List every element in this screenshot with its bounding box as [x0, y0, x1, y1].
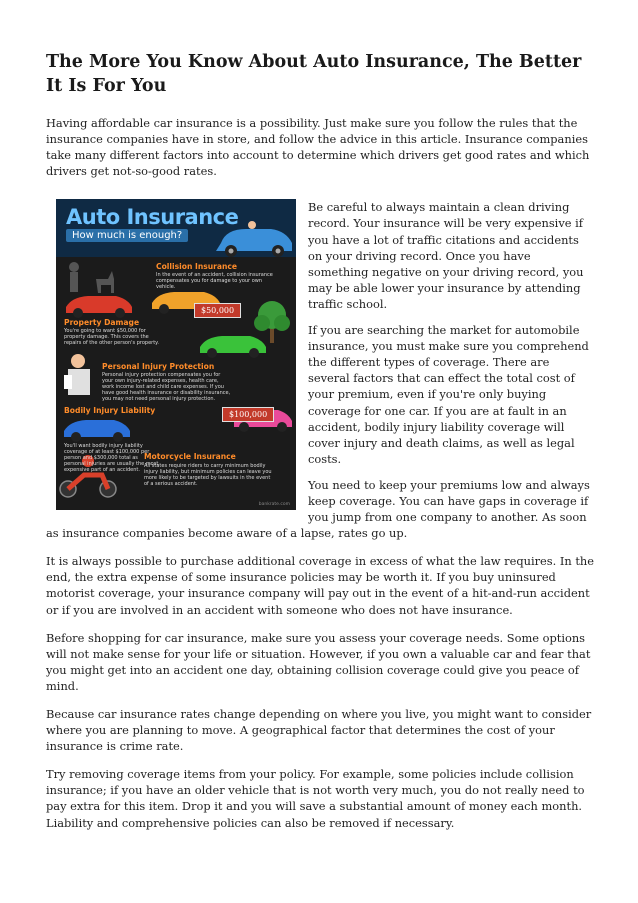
- personal-injury-text: Personal injury protection compensates you for your own injury-related expenses, health care, work income lost and child care expenses. If you have good health insurance or disability insurance, you may not need personal injury protection.: [102, 372, 231, 403]
- amount-100k-badge: $100,000: [222, 407, 274, 422]
- body-paragraph: If you are searching the market for automobile insurance, you must make sure you comprehend the different types of coverage. There are several factors that can effect the total cost of your premium, even if you're only buying coverage for one car. If you are at fault in an accident, bodily injury liability coverage will cover injury and death claims, as well as legal costs.: [308, 323, 589, 466]
- page-title: The More You Know About Auto Insurance, The Better It Is For You: [46, 52, 582, 96]
- intro-paragraph: Having affordable car insurance is a possibility. Just make sure you follow the rules that the insurance companies have in store, and follow the advice in this article. Insurance companies take many different factors into account to determine which drivers get good rates and which drivers get not-so-good rates.: [46, 116, 590, 179]
- infographic-credit: bankrate.com: [258, 502, 290, 508]
- collision-text: In the event of an accident, collision insurance compensates you for damage to your own vehicle.: [156, 272, 273, 291]
- property-damage-text: You're going to want $50,000 for property damage. This covers the repairs of the other person's property.: [64, 328, 159, 347]
- body-paragraph: Because car insurance rates change depending on where you live, you might want to consider where you are planning to move. A geographical factor that determines the cost of your insurance is crime rate.: [46, 707, 592, 754]
- motorcycle-heading: Motorcycle Insurance: [144, 452, 236, 462]
- infographic-title: Auto Insurance: [66, 205, 239, 230]
- property-damage-heading: Property Damage: [64, 318, 140, 328]
- body-paragraph: It is always possible to purchase additional coverage in excess of what the law requires. In the end, the extra expense of some insurance policies may be worth it. If you buy uninsured motorist coverage, your insurance company will pay out in the event of a hit-and-run accident or if you are involved in an accident with someone who does not have insurance.: [46, 554, 594, 617]
- body-paragraph: Before shopping for car insurance, make sure you assess your coverage needs. Some options will not make sense for your life or situation. However, if you own a valuable car and fear that you might get into an accident one day, obtaining collision coverage could give you peace of mind.: [46, 630, 591, 693]
- infographic-subtitle: How much is enough?: [66, 229, 188, 242]
- motorcycle-text: All states require riders to carry minimum bodily injury liability, but minimum policies can leave you more likely to be targeted by lawsuits in the event of a serious accident.: [144, 463, 272, 488]
- amount-50k-badge: $50,000: [194, 303, 241, 318]
- body-paragraph: Be careful to always maintain a clean driving record. Your insurance will be very expensive if you have a lot of traffic citations and accidents on your driving record. Once you have something negative on your driving record, you may be able lower your insurance by attending traffic school.: [308, 200, 584, 311]
- bodily-injury-heading: Bodily Injury Liability: [64, 406, 156, 416]
- bodily-injury-text: You'll want bodily injury liability coverage of at least $100,000 per person and $300,000 total as personal injuries are usually the most expensive part of an accident.: [64, 443, 159, 474]
- collision-heading: Collision Insurance: [156, 262, 238, 272]
- body-paragraph: You need to keep your premiums low and always keep coverage. You can have gaps in coverage if you jump from one company to another. As soon as insurance companies become aware of a lapse, rates go up.: [46, 477, 590, 541]
- body-paragraph: Try removing coverage items from your policy. For example, some policies include collision insurance; if you have an older vehicle that is not worth very much, you do not really need to pay extra for this item. Drop it and you will save a substantial amount of money each month. Liability and comprehensive policies can also be removed if necessary.: [46, 767, 585, 830]
- auto-insurance-infographic: [56, 199, 296, 510]
- document-page: [46, 50, 594, 831]
- personal-injury-heading: Personal Injury Protection: [102, 362, 215, 372]
